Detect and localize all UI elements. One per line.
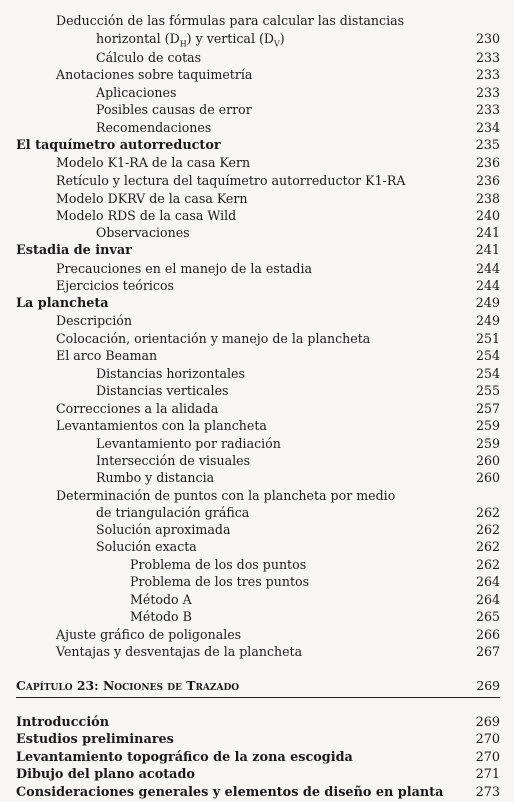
toc-page-number: 236 xyxy=(475,155,500,170)
toc-entry-title: Solución aproximada xyxy=(96,522,231,537)
chapter-page-number: 269 xyxy=(476,678,500,693)
toc-page-number: 260 xyxy=(475,453,500,468)
toc-entry-title: Ventajas y desventajas de la plancheta xyxy=(56,644,303,659)
toc-page-number: 238 xyxy=(475,191,500,206)
toc-page-number: 264 xyxy=(475,592,500,607)
toc-section-heading xyxy=(0,749,514,767)
toc-entry-title: Levantamiento por radiación xyxy=(96,436,281,451)
toc-page-number: 270 xyxy=(475,750,500,765)
toc-entry xyxy=(0,573,514,591)
toc-entry-title: Modelo DKRV de la casa Kern xyxy=(56,191,248,206)
toc-page-number: 262 xyxy=(475,522,500,537)
toc-entry-title: Consideraciones generales y elementos de diseño en planta xyxy=(16,785,444,800)
toc-entry-title: Colocación, orientación y manejo de la plancheta xyxy=(56,331,371,346)
toc-entry xyxy=(0,521,514,539)
toc-page-number: 264 xyxy=(475,574,500,589)
toc-page-number: 233 xyxy=(475,102,500,117)
chapter-heading xyxy=(16,677,500,695)
entry-text-part: ) y vertical (D xyxy=(186,31,274,46)
toc-page-number: 271 xyxy=(475,767,500,782)
toc-entry-title: Recomendaciones xyxy=(96,120,212,135)
toc-entry-title: Posibles causas de error xyxy=(96,102,252,117)
toc-page-number: 240 xyxy=(475,208,500,223)
toc-entry-title: Distancias verticales xyxy=(96,383,229,398)
toc-entry-title: Aplicaciones xyxy=(96,85,177,100)
toc-entry xyxy=(0,154,514,172)
toc-entry-title: Problema de los dos puntos xyxy=(130,557,307,572)
toc-entry-title: Observaciones xyxy=(96,225,190,240)
toc-entry xyxy=(0,49,514,67)
entry-text-part: horizontal (D xyxy=(96,31,180,46)
toc-entry-title: Levantamientos con la plancheta xyxy=(56,418,267,433)
toc-section-heading xyxy=(0,137,514,155)
toc-section-heading xyxy=(0,714,514,732)
toc-entry xyxy=(0,224,514,242)
toc-entry xyxy=(0,119,514,137)
toc-entry-title: Anotaciones sobre taquimetría xyxy=(56,67,253,82)
toc-entry xyxy=(0,435,514,453)
toc-page-number: 249 xyxy=(475,313,500,328)
toc-page-number: 262 xyxy=(475,539,500,554)
toc-entry xyxy=(0,347,514,365)
toc-section-heading xyxy=(0,295,514,313)
toc-entry xyxy=(0,400,514,418)
toc-entry-title: Rumbo y distancia xyxy=(96,470,215,485)
toc-page-number: 262 xyxy=(475,557,500,572)
toc-page-number: 265 xyxy=(475,609,500,624)
toc-entry xyxy=(0,365,514,383)
toc-page-number: 273 xyxy=(475,785,500,800)
toc-page-number: 235 xyxy=(475,138,500,153)
toc-entry-title: Ejercicios teóricos xyxy=(56,278,175,293)
toc-entry-title: Correcciones a la alidada xyxy=(56,401,219,416)
toc-entry xyxy=(0,591,514,609)
toc-entry-title: Intersección de visuales xyxy=(96,453,251,468)
toc-entry-title: Levantamiento topográfico de la zona escogida xyxy=(16,750,353,765)
toc-entry-title: La plancheta xyxy=(16,296,109,311)
toc-entry xyxy=(0,84,514,102)
toc-entry xyxy=(0,608,514,626)
toc-page-number: 236 xyxy=(475,173,500,188)
toc-page-number: 260 xyxy=(475,470,500,485)
toc-page-number: 259 xyxy=(475,418,500,433)
toc-entry-title: Método A xyxy=(130,592,192,607)
toc-page-number: 230 xyxy=(475,31,500,46)
toc-page-number: 233 xyxy=(475,67,500,82)
entry-text-part: ) xyxy=(279,31,285,46)
toc-entry xyxy=(0,452,514,470)
toc-page-number: 254 xyxy=(475,348,500,363)
toc-entry xyxy=(0,330,514,348)
toc-page-number: 267 xyxy=(475,644,500,659)
toc-section-heading xyxy=(0,731,514,749)
chapter-divider xyxy=(16,697,500,698)
toc-entry xyxy=(0,312,514,330)
toc-page-number: 262 xyxy=(475,505,500,520)
toc-entry-title: Cálculo de cotas xyxy=(96,50,202,65)
toc-entry xyxy=(0,277,514,295)
toc-page-number: 233 xyxy=(475,50,500,65)
toc-entry-title: Introducción xyxy=(16,715,110,730)
toc-entry-title: Método B xyxy=(130,609,192,624)
toc-page-number: 249 xyxy=(475,296,500,311)
toc-page-number: 269 xyxy=(475,715,500,730)
toc-entry xyxy=(0,504,514,522)
toc-page-number: 259 xyxy=(475,436,500,451)
toc-page-number: 244 xyxy=(475,278,500,293)
toc-entry xyxy=(0,626,514,644)
toc-entry xyxy=(0,382,514,400)
toc-entry xyxy=(0,207,514,225)
toc-entry-title: Dibujo del plano acotado xyxy=(16,767,195,782)
toc-page-number: 241 xyxy=(475,225,500,240)
toc-entry xyxy=(0,643,514,661)
chapter-title: Capítulo 23: Nociones de Trazado xyxy=(16,678,240,693)
toc-page-number: 241 xyxy=(475,243,500,258)
toc-entry xyxy=(0,538,514,556)
toc-page-number: 233 xyxy=(475,85,500,100)
toc-page-number: 266 xyxy=(475,627,500,642)
toc-entry-title: El arco Beaman xyxy=(56,348,158,363)
toc-entry xyxy=(0,30,514,48)
toc-entry xyxy=(0,101,514,119)
toc-page-number: 270 xyxy=(475,732,500,747)
toc-section-heading xyxy=(0,784,514,802)
toc-entry xyxy=(0,190,514,208)
toc-page-number: 257 xyxy=(475,401,500,416)
toc-entry xyxy=(0,260,514,278)
toc-page-number: 254 xyxy=(475,366,500,381)
toc-entry-title: Problema de los tres puntos xyxy=(130,574,310,589)
toc-entry xyxy=(0,487,514,505)
toc-entry-title: Modelo K1-RA de la casa Kern xyxy=(56,155,251,170)
toc-entry-title: Estudios preliminares xyxy=(16,732,174,747)
toc-entry xyxy=(0,12,514,30)
toc-entry xyxy=(0,66,514,84)
toc-entry xyxy=(0,417,514,435)
toc-entry-title: Retículo y lectura del taquímetro autorreductor K1-RA xyxy=(56,173,406,188)
toc-page-number: 244 xyxy=(475,261,500,276)
toc-entry-title: El taquímetro autorreductor xyxy=(16,138,221,153)
toc-entry xyxy=(0,556,514,574)
toc-entry-title: de triangulación gráfica xyxy=(96,505,250,520)
toc-entry xyxy=(0,469,514,487)
toc-page-number: 255 xyxy=(475,383,500,398)
toc-entry-title: Solución exacta xyxy=(96,539,197,554)
toc-entry-title: Determinación de puntos con la plancheta por medio xyxy=(56,488,396,503)
toc-entry-title: Modelo RDS de la casa Wild xyxy=(56,208,237,223)
toc-section-heading xyxy=(0,766,514,784)
toc-entry-title: Deducción de las fórmulas para calcular las distancias xyxy=(56,13,405,28)
subscript: V xyxy=(274,39,280,49)
toc-entry-title: Ajuste gráfico de poligonales xyxy=(56,627,242,642)
toc-entry-title: Descripción xyxy=(56,313,132,328)
subscript: H xyxy=(179,39,187,49)
toc-entry-title: Precauciones en el manejo de la estadia xyxy=(56,261,313,276)
toc-entry-title: Distancias horizontales xyxy=(96,366,245,381)
toc-entry xyxy=(0,172,514,190)
toc-page-number: 251 xyxy=(475,331,500,346)
toc-page-number: 234 xyxy=(475,120,500,135)
toc-section-heading xyxy=(0,242,514,260)
toc-entry-title: Estadia de invar xyxy=(16,243,132,258)
